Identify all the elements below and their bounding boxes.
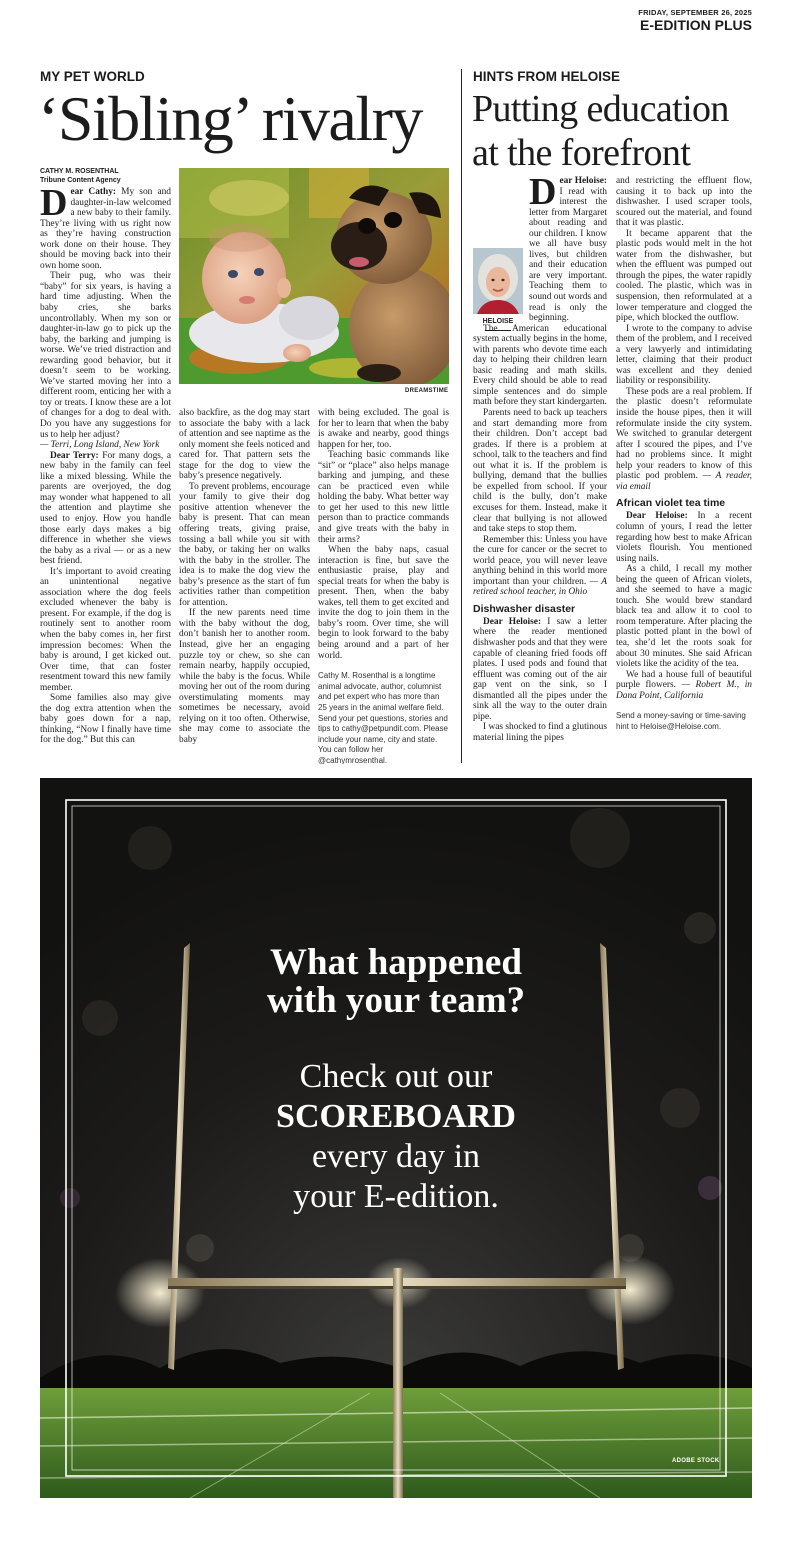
heloise-letter-p3: Parents need to back up teachers and start demanding more from their children. Don’t accept bad grades. If there is a problem at school, talk to the teachers and find out what it is. If the problem is bullying, demand that the bullies be expelled from school. If your child is the bully, don’t make excuses for them. Instead, make it clear that bullying is not allowed and take steps to stop them. (473, 408, 607, 535)
violet-p1: Dear Heloise: In a recent column of yours, I read the letter regarding how best to make African violets flourish. You mentioned using nails. (616, 511, 752, 564)
pet-author-bio: Cathy M. Rosenthal is a longtime animal advocate, author, columnist and pet expert who has more than 25 years in the animal welfare field. Send your pet questions, stories and tips to cathy@petpundit.com. Please include your name, city and state. You can follow her @cathymrosenthal. (318, 671, 448, 764)
heloise-headline-1: Putting education (472, 88, 729, 130)
heloise-column-2 (616, 176, 752, 766)
pet-letter-signoff: — Terri, Long Island, New York (40, 440, 160, 451)
pet-letter-p1: ear Cathy: My son and daughter-in-law welcomed a new baby to their family. They’re living with us right now as they’re having construction work done on their house. They should be moving back into their own home soon. (40, 187, 171, 271)
pet-answer-p3: Some families also may give the dog extra attention when the baby goes down for a nap, thinking, “Now I finally have time for the dog.” But this can (40, 693, 171, 746)
violet-subhead: African violet tea time (616, 497, 726, 510)
ad-body-1: Check out our (299, 1058, 493, 1095)
heloise-portrait-label: HELOISE (482, 318, 514, 325)
heloise-footer: Send a money-saving or time-saving hint to Heloise@Heloise.com. (616, 711, 746, 731)
edition-date: FRIDAY, SEPTEMBER 26, 2025 (638, 8, 752, 17)
ad-headline-1: What happened (270, 942, 522, 983)
heloise-headline-2: at the forefront (472, 132, 691, 174)
dishwasher-p5: I wrote to the company to advise them of the problem, and I received a very lawyerly and intimidating letter, claiming that their product was excellent and they denied liability or responsibility. (616, 323, 752, 387)
pet-answer-p1: Dear Terry: For many dogs, a new baby in the family can feel like a mixed blessing. While the parents are overjoyed, the dog may wonder what happened to all the attention and playtime she used to enjoy. How you handle those early days makes a big difference in whether she views the baby as a rival — or as a new best friend. (40, 450, 171, 567)
ad-body-2: SCOREBOARD (276, 1098, 516, 1135)
pet-byline-org: Tribune Content Agency (40, 177, 121, 184)
pet-column-2 (179, 408, 310, 764)
pet-column-3 (318, 408, 449, 764)
pet-dropcap: D (40, 187, 68, 224)
pet-section-kicker: MY PET WORLD (40, 69, 145, 84)
edition-name: E-EDITION PLUS (639, 17, 752, 33)
violet-p2: As a child, I recall my mother being the queen of African violets, and she seemed to have a magic touch. She would brew standard black tea and allow it to cool to room temperature. After placing the plastic potted plant in the bowl of tea, she’d let the roots soak for about 30 minutes. She said African violets like the acidity of the tea. (616, 564, 752, 670)
pet-byline-name: CATHY M. ROSENTHAL (40, 168, 119, 175)
pet-c3-p2: Teaching basic commands like “sit” or “place” also helps manage barking and jumping, and these can be practiced even while holding the baby. What better way to get her used to this new little person than to practice commands and give treats with the baby in their arms? (318, 450, 449, 545)
dishwasher-p4: It became apparent that the plastic pods would melt in the hot water from the dishwasher, but when the effluent was pumped out through the pipes, the water rapidly cooled. The plastic, which was in suspension, then reformulated at a lower temperature and clogged the pipe, which blocked the outflow. (616, 228, 752, 324)
ad-photo-credit: ADOBE STOCK (672, 1458, 720, 1464)
pet-headline: ‘Sibling’ rivalry (38, 83, 422, 154)
heloise-letter-p1: ear Heloise: I read with interest the letter from Margaret about reading and our children. I know we all have busy lives, but children and their education are very important. Teaching them to sound out words and read is only the beginning. (529, 176, 607, 324)
pet-c2-p2: To prevent problems, encourage your family to give their dog positive attention whenever the baby is present. That can mean offering treats, giving praise, tossing a ball while you sit with the baby, or taking her on walks with the baby in the stroller. The idea is to make the dog view the baby’s presence as the start of fun activities rather than competition for attention. (179, 481, 310, 608)
heloise-letter-p2: The American educational system actually begins in the home, with parents who devote time each day to helping their children learn basic reading and math skills. Every child should be able to read simple sentences and do simple math before they start kindergarten. (473, 323, 607, 408)
pet-letter-p2: Their pug, who was their “baby” for six years, is having a hard time adjusting. When the baby cries, she barks uncontrollably. When my son or daughter-in-law go to pick up the baby, the barking and jumping is worse. We’ve tried distraction and rewarding good behavior, but it doesn’t seem to be working. We’ve started moving her into a different room, enticing her with a toy or treats. I know these are a lot of changes for a dog to deal with. Do you have any suggestions for us to help her adjust? (40, 271, 171, 440)
dishwasher-subhead: Dishwasher disaster (473, 602, 576, 615)
pet-column-1 (40, 187, 171, 763)
dishwasher-p6: These pods are a real problem. If the plastic doesn’t reformulate inside the house pipes, then it will reformulate inside the city system. We switched to granular detergent after I scoured the pipes, and I’ve had no problems since. It might help your readers to know of this plastic pod problem. — A reader, via email (616, 386, 752, 492)
ad-headline-2: with your team? (266, 980, 526, 1021)
heloise-column-1 (473, 176, 607, 766)
pet-c3-p3: When the baby naps, casual interaction is fine, but save the enthusiastic praise, play and special treats for when the baby is present. Then, when the baby wakes, tell them to get excited and invite the dog to join them in the baby’s room. Over time, she will begin to look forward to the baby being around and a part of her world. (318, 545, 449, 661)
pet-c3-p1: with being excluded. The goal is for her to learn that when the baby is awake and nearby, good things happen for her, too. (318, 408, 449, 450)
heloise-letter-p4: Remember this: Unless you have the cure for cancer or the secret to world peace, you will never leave anything behind in this world more important than your children. — A retired school teacher, in Ohio (473, 534, 607, 598)
pet-c2-p3: If the new parents need time with the baby without the dog, don’t banish her to another room. Instead, give her an engaging puzzle toy or chew, so she can remain nearby, happily occupied, while the baby is the focus. While moving her out of the room during overstimulating moments may sometimes be necessary, avoid relying on it too often. Otherwise, she may come to associate the baby (179, 608, 310, 745)
violet-p3: We had a house full of beautiful purple flowers. — Robert M., in Dana Point, California (616, 669, 752, 701)
pet-photo-credit: DREAMSTIME (405, 388, 449, 394)
portrait-float-space (473, 244, 529, 316)
dishwasher-p1: Dear Heloise: I saw a letter where the reader mentioned dishwasher pods and that they were capable of cleaning fried foods off plates. I used pods and found that effluent was coming out of the air gap vent on the sink, so I dismantled all the pipes under the sink all the way to the outer drain pipe. (473, 616, 607, 722)
dishwasher-p3: and restricting the effluent flow, causing it to back up into the dishwasher. I used scraper tools, scoured out the material, and found that it was plastic. (616, 176, 752, 229)
baby-pug-photo (179, 168, 449, 384)
dishwasher-p2: I was shocked to find a glutinous material lining the pipes (473, 722, 607, 743)
column-divider (461, 69, 462, 763)
heloise-section-kicker: HINTS FROM HELOISE (473, 69, 621, 84)
pet-answer-p2: It’s important to avoid creating an unintentional negative association where the dog feels excluded whenever the baby is present. For example, if the dog is routinely sent to another room when the baby comes in, her first impression becomes: When the baby is around, I get kicked out. Over time, that can foster resentment toward this new family member. (40, 566, 171, 693)
heloise-dropcap: D (529, 176, 557, 213)
pet-c2-p1: also backfire, as the dog may start to associate the baby with a lack of attention and see naptime as the only moment she feels noticed and cared for. That pattern sets the stage for the dog to view the baby’s presence negatively. (179, 408, 310, 482)
ad-body-3: every day in (311, 1138, 481, 1175)
ad-body-4: your E-edition. (293, 1178, 499, 1215)
